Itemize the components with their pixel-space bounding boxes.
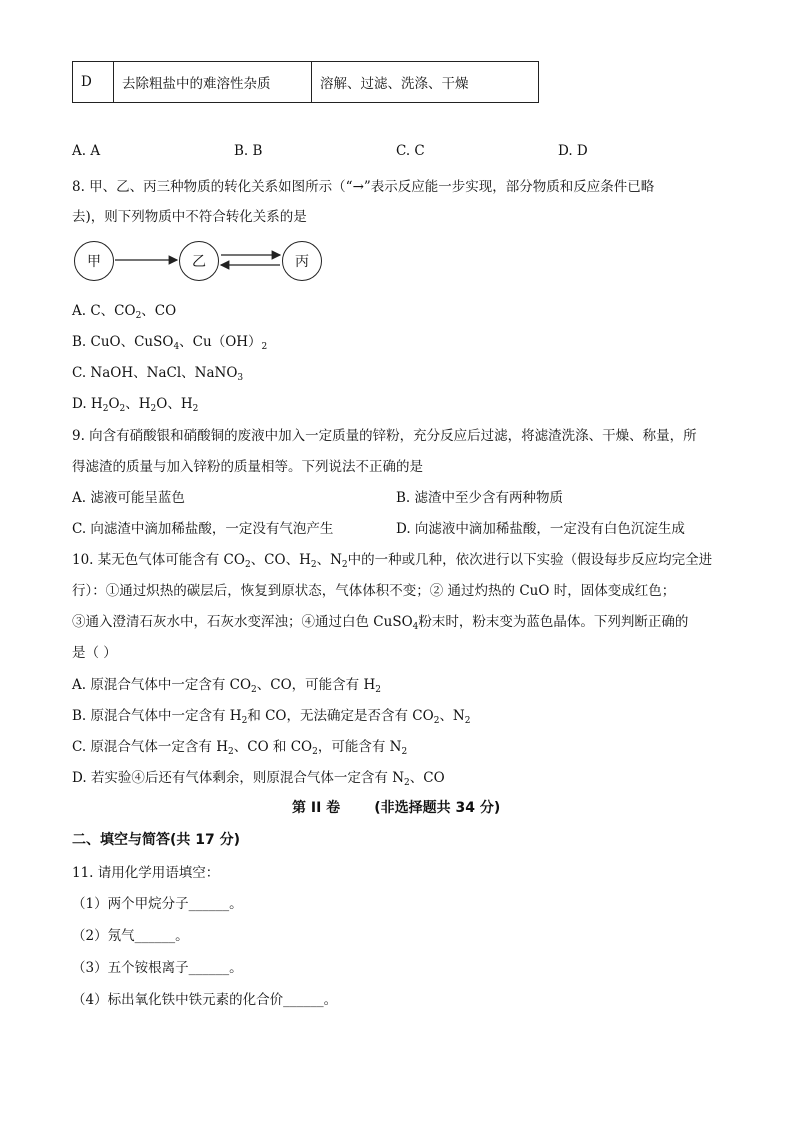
q9-stem-line1: 9. 向含有硝酸银和硝酸铜的废液中加入一定质量的锌粉，充分反应后过滤，将滤渣洗涤、干燥、称量，所 (72, 428, 697, 444)
q8-option-c: C. NaOH、NaCl、NaNO$_3$ (72, 365, 244, 383)
table-cell-purpose: 去除粗盐中的难溶性杂质 (114, 62, 312, 103)
q10-stem-line3: ③通入澄清石灰水中，石灰水变浑浊；④通过白色 CuSO$_4$粉末时，粉末变为蓝色晶体。下列判断正确的 (72, 614, 689, 632)
table-cell-method: 溶解、过滤、洗涤、干燥 (312, 62, 539, 103)
table-cell-option: D (73, 62, 114, 103)
q11-item: （1）两个甲烷分子______。 (72, 896, 243, 912)
q9-option-c: C. 向滤渣中滴加稀盐酸，一定没有气泡产生 (72, 521, 334, 537)
q7-option-b: B. B (234, 143, 263, 159)
q8-stem-line1: 8. 甲、乙、丙三种物质的转化关系如图所示（“→”表示反应能一步实现，部分物质和反应条件已略 (72, 179, 655, 195)
q8-stem-line2: 去)，则下列物质中不符合转化关系的是 (72, 209, 307, 225)
table-row (73, 62, 539, 103)
q8-option-b: B. CuO、CuSO$_4$、$Cu(OH)_2$ (72, 334, 268, 352)
q8-option-d: D. $H_2O_2$、$H_2O$、$H_2$ (72, 396, 199, 414)
q9-option-d: D. 向滤液中滴加稀盐酸，一定没有白色沉淀生成 (396, 521, 685, 537)
part2-heading: 二、填空与简答(共 17 分) (72, 832, 241, 848)
node-bing: 丙 (282, 241, 322, 281)
q7-option-c: C. C (396, 143, 425, 159)
q10-stem-line2: 行）：①通过炽热的碳层后，恢复到原状态，气体体积不变；② 通过灼热的 CuO 时，固体变成红色； (72, 583, 676, 599)
q9-option-b: B. 滤渣中至少含有两种物质 (396, 490, 564, 506)
q9-option-a: A. 滤液可能呈蓝色 (72, 490, 185, 506)
q11-item: （3）五个铵根离子______。 (72, 960, 243, 976)
q9-stem-line2: 得滤渣的质量与加入锌粉的质量相等。下列说法不正确的是 (72, 459, 423, 475)
experiment-table (72, 61, 539, 103)
q10-option-a: A. 原混合气体中一定含有 $CO_2$、CO，可能含有 $H_2$ (72, 677, 381, 695)
q11-item: （4）标出氧化铁中铁元素的化合价______。 (72, 992, 338, 1008)
q10-option-d: D. 若实验④后还有气体剩余，则原混合气体一定含有 $N_2$、CO (72, 770, 445, 788)
node-jia: 甲 (74, 241, 114, 281)
diagram-arrows (110, 245, 290, 277)
q10-stem-line4: 是（ ） (72, 645, 117, 661)
section2-title: 第 II 卷 (非选择题共 34 分) (292, 800, 501, 816)
q10-option-c: C. 原混合气体一定含有 $H_2$、CO 和 $CO_2$，可能含有 $N_2$ (72, 739, 408, 757)
node-yi: 乙 (179, 241, 219, 281)
q10-stem-line1: 10. 某无色气体可能含有 $CO_2$、CO、$H_2$、$N_2$中的一种或几种，依次进行以下实验（假设每步反应均完全进 (72, 552, 713, 570)
q7-option-a: A. A (72, 143, 101, 159)
q11-item: （2）氖气______。 (72, 928, 189, 944)
q11-stem: 11. 请用化学用语填空： (72, 865, 220, 881)
q10-option-b: B. 原混合气体中一定含有 $H_2$和 CO，无法确定是否含有 $CO_2$、$N_2$ (72, 708, 471, 726)
q7-option-d: D. D (558, 143, 588, 159)
q8-option-a: A. C、$CO_2$、CO (72, 303, 177, 321)
